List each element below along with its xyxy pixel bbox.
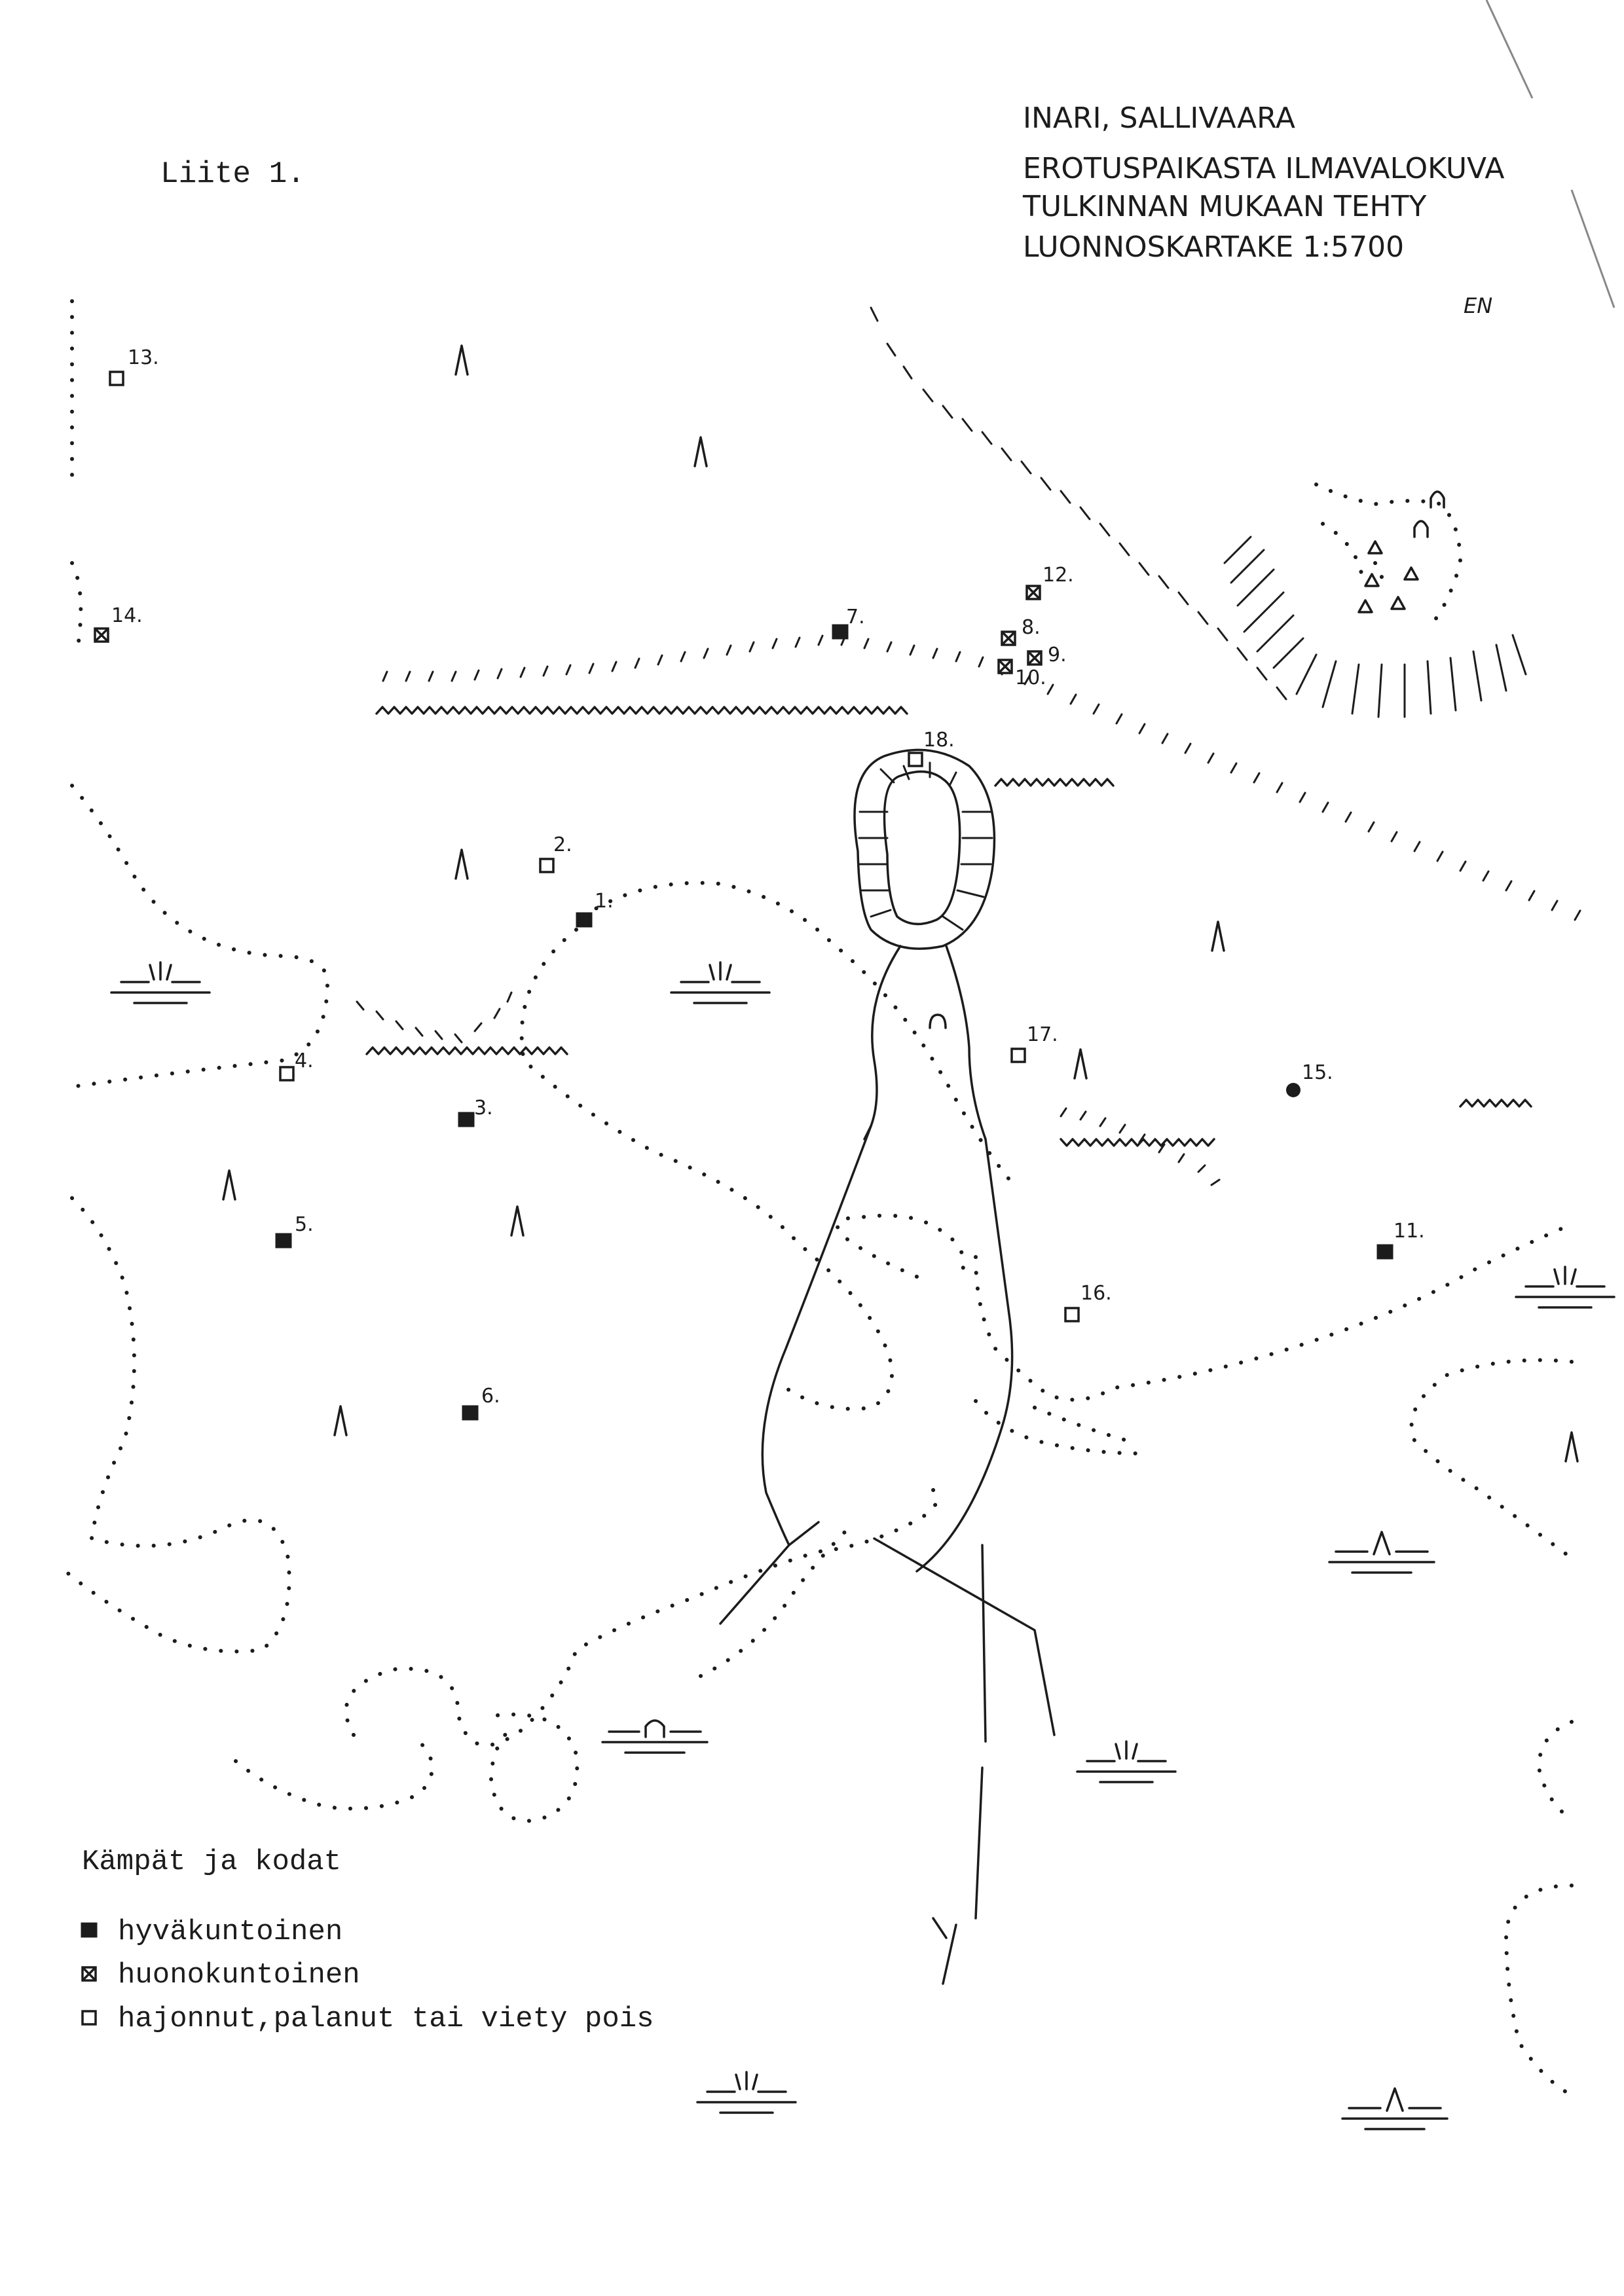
building-label-3: 3. [474,1097,493,1120]
building-marker-14 [95,629,108,642]
marsh-symbol [111,962,210,1003]
marsh-symbol [1516,1267,1614,1307]
building-marker-17 [1012,1049,1025,1062]
escarpment-right [1460,1100,1531,1106]
sheet-edge [1486,0,1614,308]
building-marker-11 [1378,1245,1392,1258]
building-marker-9 [1028,651,1041,665]
building-label-17: 17. [1027,1023,1058,1046]
building-marker-10 [999,660,1012,673]
marsh-symbol [1077,1741,1175,1782]
building-marker-18 [909,753,922,766]
legend-good-symbol [82,1923,96,1937]
kota-symbol [1414,492,1444,537]
legend-poor-symbol [83,1967,96,1980]
building-label-12: 12. [1043,564,1074,587]
dotted-boundaries [65,301,1572,2095]
building-label-6: 6. [481,1385,500,1408]
building-marker-6 [463,1406,477,1419]
corral-enclosure [720,750,1054,1984]
marsh-tree-symbol [1329,1532,1434,1573]
legend-good-label: hyväkuntoinen [118,1916,343,1948]
building-marker-13 [110,372,123,385]
building-label-10: 10. [1015,666,1046,689]
marsh-symbol [671,962,769,1003]
building-label-9: 9. [1048,644,1067,666]
building-marker-7 [833,625,847,638]
escarpment-lower [367,1048,567,1054]
building-label-8: 8. [1022,616,1041,639]
tree-symbol [511,1207,523,1235]
building-markers [95,346,1425,1419]
legend-poor-label: huonokuntoinen [118,1959,360,1992]
tree-symbol [1212,922,1224,951]
hatch-road [383,636,1580,920]
building-marker-1 [577,913,591,926]
building-label-18: 18. [923,729,955,752]
tree-symbol [1075,1049,1086,1078]
tree-symbol [695,437,707,466]
title-line-3: TULKINNAN MUKAAN TEHTY [1023,190,1427,223]
hatch-small-ridge [357,993,511,1042]
legend [82,1846,654,2035]
marsh-tree-symbol [1342,2088,1447,2129]
building-label-14: 14. [111,604,143,627]
legend-title: Kämpät ja kodat [82,1846,342,1878]
title-line-2: EROTUSPAIKASTA ILMAVALOKUVA [1023,152,1505,185]
escarpment-knoll [1061,1139,1214,1146]
building-marker-5 [276,1234,291,1247]
hatch-ridge-main [871,308,1286,699]
escarpment-east [995,779,1113,786]
title-block [1022,101,1504,264]
marsh-symbol [697,2072,796,2113]
title-line-4: LUONNOSKARTAKE 1:5700 [1023,230,1405,264]
building-label-1: 1. [595,890,614,913]
building-marker-4 [280,1067,293,1080]
building-label-2: 2. [553,833,572,856]
triangle-symbols [1359,541,1418,612]
hatch-knoll-top [1061,1108,1219,1185]
tree-symbol [456,850,468,879]
building-marker-15 [1286,1083,1301,1097]
building-marker-3 [459,1113,473,1126]
appendix-label: Liite 1. [160,157,305,191]
building-label-7: 7. [846,606,865,629]
marsh-arch-symbol [602,1721,707,1753]
building-marker-2 [540,859,553,872]
initials: EN [1464,293,1493,318]
building-label-11: 11. [1393,1220,1425,1243]
building-marker-8 [1002,632,1015,645]
building-label-5: 5. [295,1213,314,1236]
tree-symbol [335,1406,346,1435]
building-label-13: 13. [128,346,159,369]
building-label-15: 15. [1302,1061,1333,1084]
building-label-4: 4. [295,1049,314,1072]
building-marker-16 [1065,1308,1079,1321]
title-line-1: INARI, SALLIVAARA [1023,101,1295,135]
tree-symbol [456,346,468,374]
legend-open-symbol [83,2011,96,2024]
tree-symbol [1566,1432,1578,1461]
building-marker-12 [1027,586,1040,599]
escarpment-main [377,707,907,714]
legend-open-label: hajonnut,palanut tai viety pois [118,2003,654,2035]
building-label-16: 16. [1080,1282,1112,1305]
tree-symbol [223,1171,235,1199]
